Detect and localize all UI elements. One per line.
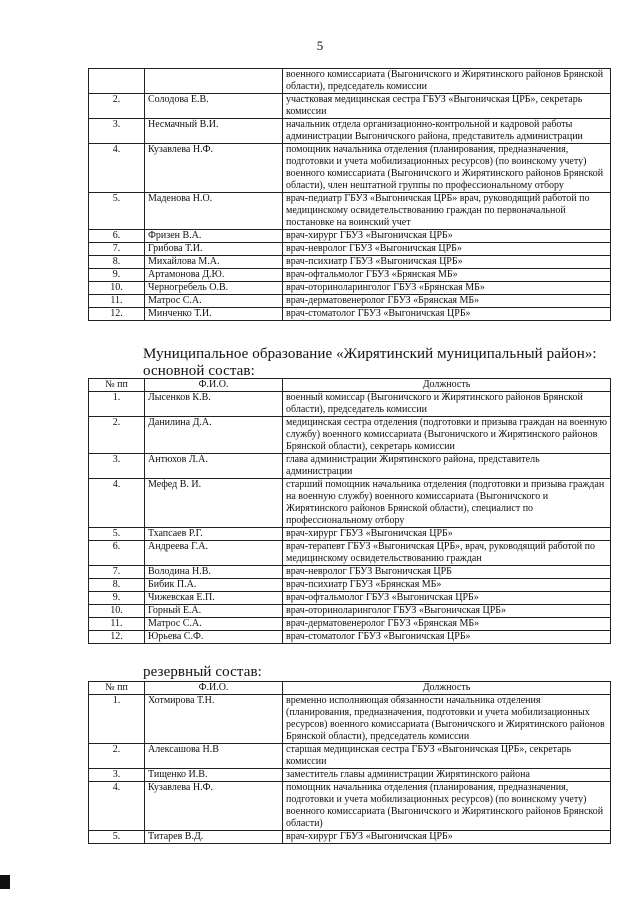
row-number-cell: 11. [89,618,145,631]
row-number-cell: 4. [89,144,145,193]
row-position-cell: врач-оториноларинголог ГБУЗ «Выгоничская ЦРБ» [283,605,611,618]
header-position: Должность [283,682,611,695]
row-position-cell: врач-стоматолог ГБУЗ «Выгоничская ЦРБ» [283,631,611,644]
table-row [89,695,611,744]
row-position-cell: помощник начальника отделения (планирования, предназначения, подготовки и учета мобилизационных ресурсов) (по воинскому учету) военного комиссариата (Выгоничского и Жирятинского районов Брянской области), член нештатной группы по профессиональному отбору [283,144,611,193]
row-name-cell: Горный Е.А. [145,605,283,618]
row-position-cell: медицинская сестра отделения (подготовки и призыва граждан на военную службу) военного комиссариата (Выгоничского и Жирятинского районов Брянской области), секретарь комиссии [283,417,611,454]
row-position-cell: врач-психиатр ГБУЗ «Выгоничская ЦРБ» [283,256,611,269]
table-row [89,243,611,256]
row-position-cell: врач-оториноларинголог ГБУЗ «Брянская МБ» [283,282,611,295]
row-position-cell: врач-невролог ГБУЗ «Выгоничская ЦРБ» [283,243,611,256]
row-position-cell: начальник отдела организационно-контрольной и кадровой работы администрации Выгоничского района, представитель администрации [283,119,611,144]
row-position-cell: врач-дерматовенеролог ГБУЗ «Брянская МБ» [283,295,611,308]
table-header-row [89,682,611,695]
row-number-cell: 6. [89,230,145,243]
row-position-cell: военный комиссар (Выгоничского и Жирятинского районов Брянской области), председатель комиссии [283,392,611,417]
table-row [89,782,611,831]
table-body [89,392,611,644]
row-name-cell: Тхапсаев Р.Г. [145,528,283,541]
row-position-cell: врач-психиатр ГБУЗ «Брянская МБ» [283,579,611,592]
row-name-cell: Алексашова Н.В [145,744,283,769]
table-row [89,592,611,605]
row-number-cell: 3. [89,454,145,479]
header-num: № пп [89,379,145,392]
heading-line-2: основной состав: [143,363,255,379]
header-name: Ф.И.О. [145,682,283,695]
header-position: Должность [283,379,611,392]
row-name-cell: Черногребель О.В. [145,282,283,295]
row-position-cell: старшая медицинская сестра ГБУЗ «Выгоничская ЦРБ», секретарь комиссии [283,744,611,769]
table-row [89,119,611,144]
row-name-cell: Андреева Г.А. [145,541,283,566]
row-number-cell: 12. [89,631,145,644]
row-position-cell: врач-педиатр ГБУЗ «Выгоничская ЦРБ» врач, руководящий работой по медицинскому освидетельствованию граждан по первоначальной постановке на воинский учет [283,193,611,230]
row-name-cell: Данилина Д.А. [145,417,283,454]
row-number-cell: 6. [89,541,145,566]
table-row [89,631,611,644]
row-position-cell: военного комиссариата (Выгоничского и Жирятинского районов Брянской области), председатель комиссии [283,69,611,94]
table-body [89,69,611,321]
row-name-cell: Хотмирова Т.Н. [145,695,283,744]
row-name-cell: Несмачный В.И. [145,119,283,144]
row-number-cell: 5. [89,193,145,230]
row-position-cell: врач-хирург ГБУЗ «Выгоничская ЦРБ» [283,230,611,243]
row-number-cell: 7. [89,566,145,579]
row-name-cell: Антюхов Л.А. [145,454,283,479]
row-number-cell: 2. [89,744,145,769]
table-row [89,769,611,782]
table-row [89,454,611,479]
table-row [89,295,611,308]
row-position-cell: врач-хирург ГБУЗ «Выгоничская ЦРБ» [283,831,611,844]
row-number-cell: 1. [89,695,145,744]
row-name-cell: Кузавлева Н.Ф. [145,782,283,831]
commission-table-continued [88,68,611,321]
row-name-cell: Фризен В.А. [145,230,283,243]
table-row [89,230,611,243]
row-position-cell: участковая медицинская сестра ГБУЗ «Выгоничская ЦРБ», секретарь комиссии [283,94,611,119]
row-name-cell: Бибик П.А. [145,579,283,592]
row-number-cell: 5. [89,831,145,844]
row-number-cell: 2. [89,94,145,119]
table-row [89,193,611,230]
row-position-cell: врач-офтальмолог ГБУЗ «Выгоничская ЦРБ» [283,592,611,605]
header-num: № пп [89,682,145,695]
table-row [89,308,611,321]
row-position-cell: временно исполняющая обязанности начальника отделения (планирования, предназначения, подготовки и учета мобилизационных ресурсов) военного комиссариата (Выгоничского и Жирятинского районов Брянской области), председатель комиссии [283,695,611,744]
table-row [89,69,611,94]
page-number: 5 [316,38,324,53]
row-name-cell: Михайлова М.А. [145,256,283,269]
row-position-cell: заместитель главы администрации Жирятинского района [283,769,611,782]
row-number-cell: 10. [89,605,145,618]
row-number-cell: 8. [89,256,145,269]
row-name-cell: Володина Н.В. [145,566,283,579]
row-position-cell: помощник начальника отделения (планирования, предназначения, подготовки и учета мобилизационных ресурсов) (по воинскому учету) военного комиссариата (Выгоничского и Жирятинского районов Брянской области) [283,782,611,831]
row-number-cell: 1. [89,392,145,417]
table-row [89,144,611,193]
row-name-cell: Титарев В.Д. [145,831,283,844]
row-position-cell: врач-офтальмолог ГБУЗ «Брянская МБ» [283,269,611,282]
row-name-cell: Тищенко И.В. [145,769,283,782]
table-row [89,605,611,618]
row-number-cell: 3. [89,119,145,144]
row-name-cell [145,69,283,94]
table-row [89,566,611,579]
table-row [89,831,611,844]
section-heading-reserve: резервный состав: [143,664,262,680]
table-row [89,541,611,566]
row-position-cell: врач-терапевт ГБУЗ «Выгоничская ЦРБ», врач, руководящий работой по медицинскому освидетельствованию граждан [283,541,611,566]
table-row [89,94,611,119]
row-number-cell [89,69,145,94]
table-row [89,618,611,631]
row-name-cell: Минченко Т.И. [145,308,283,321]
row-name-cell: Матрос С.А. [145,295,283,308]
row-number-cell: 9. [89,269,145,282]
main-composition-table [88,378,611,644]
table-row [89,528,611,541]
reserve-composition-table [88,681,611,844]
table-row [89,392,611,417]
row-position-cell: врач-хирург ГБУЗ «Выгоничская ЦРБ» [283,528,611,541]
table-body [89,695,611,844]
header-name: Ф.И.О. [145,379,283,392]
row-number-cell: 4. [89,782,145,831]
row-number-cell: 9. [89,592,145,605]
table-row [89,282,611,295]
table-row [89,256,611,269]
table-row [89,744,611,769]
row-name-cell: Солодова Е.В. [145,94,283,119]
table-row [89,417,611,454]
row-position-cell: врач-невролог ГБУЗ Выгоничская ЦРБ [283,566,611,579]
row-number-cell: 8. [89,579,145,592]
row-position-cell: старший помощник начальника отделения (подготовки и призыва граждан на военную службу) военного комиссариата (Выгоничского и Жирятинского районов Брянской области), специалист по профессиональному отбору [283,479,611,528]
row-number-cell: 10. [89,282,145,295]
table-row [89,269,611,282]
row-number-cell: 12. [89,308,145,321]
row-number-cell: 5. [89,528,145,541]
row-name-cell: Лысенков К.В. [145,392,283,417]
row-name-cell: Чижевская Е.П. [145,592,283,605]
scan-edge-mark [0,875,10,889]
row-name-cell: Грибова Т.И. [145,243,283,256]
table-row [89,579,611,592]
row-number-cell: 11. [89,295,145,308]
row-number-cell: 7. [89,243,145,256]
row-name-cell: Мефед В. И. [145,479,283,528]
row-position-cell: глава администрации Жирятинского района, представитель администрации [283,454,611,479]
row-name-cell: Кузавлева Н.Ф. [145,144,283,193]
heading-line-1: Муниципальное образование «Жирятинский муниципальный район»: [143,346,597,362]
table-header-row [89,379,611,392]
row-position-cell: врач-стоматолог ГБУЗ «Выгоничская ЦРБ» [283,308,611,321]
table-row [89,479,611,528]
row-name-cell: Юрьева С.Ф. [145,631,283,644]
row-position-cell: врач-дерматовенеролог ГБУЗ «Брянская МБ» [283,618,611,631]
row-number-cell: 3. [89,769,145,782]
row-number-cell: 2. [89,417,145,454]
row-name-cell: Матрос С.А. [145,618,283,631]
row-name-cell: Маденова Н.О. [145,193,283,230]
row-number-cell: 4. [89,479,145,528]
section-heading-main [143,346,597,380]
row-name-cell: Артамонова Д.Ю. [145,269,283,282]
